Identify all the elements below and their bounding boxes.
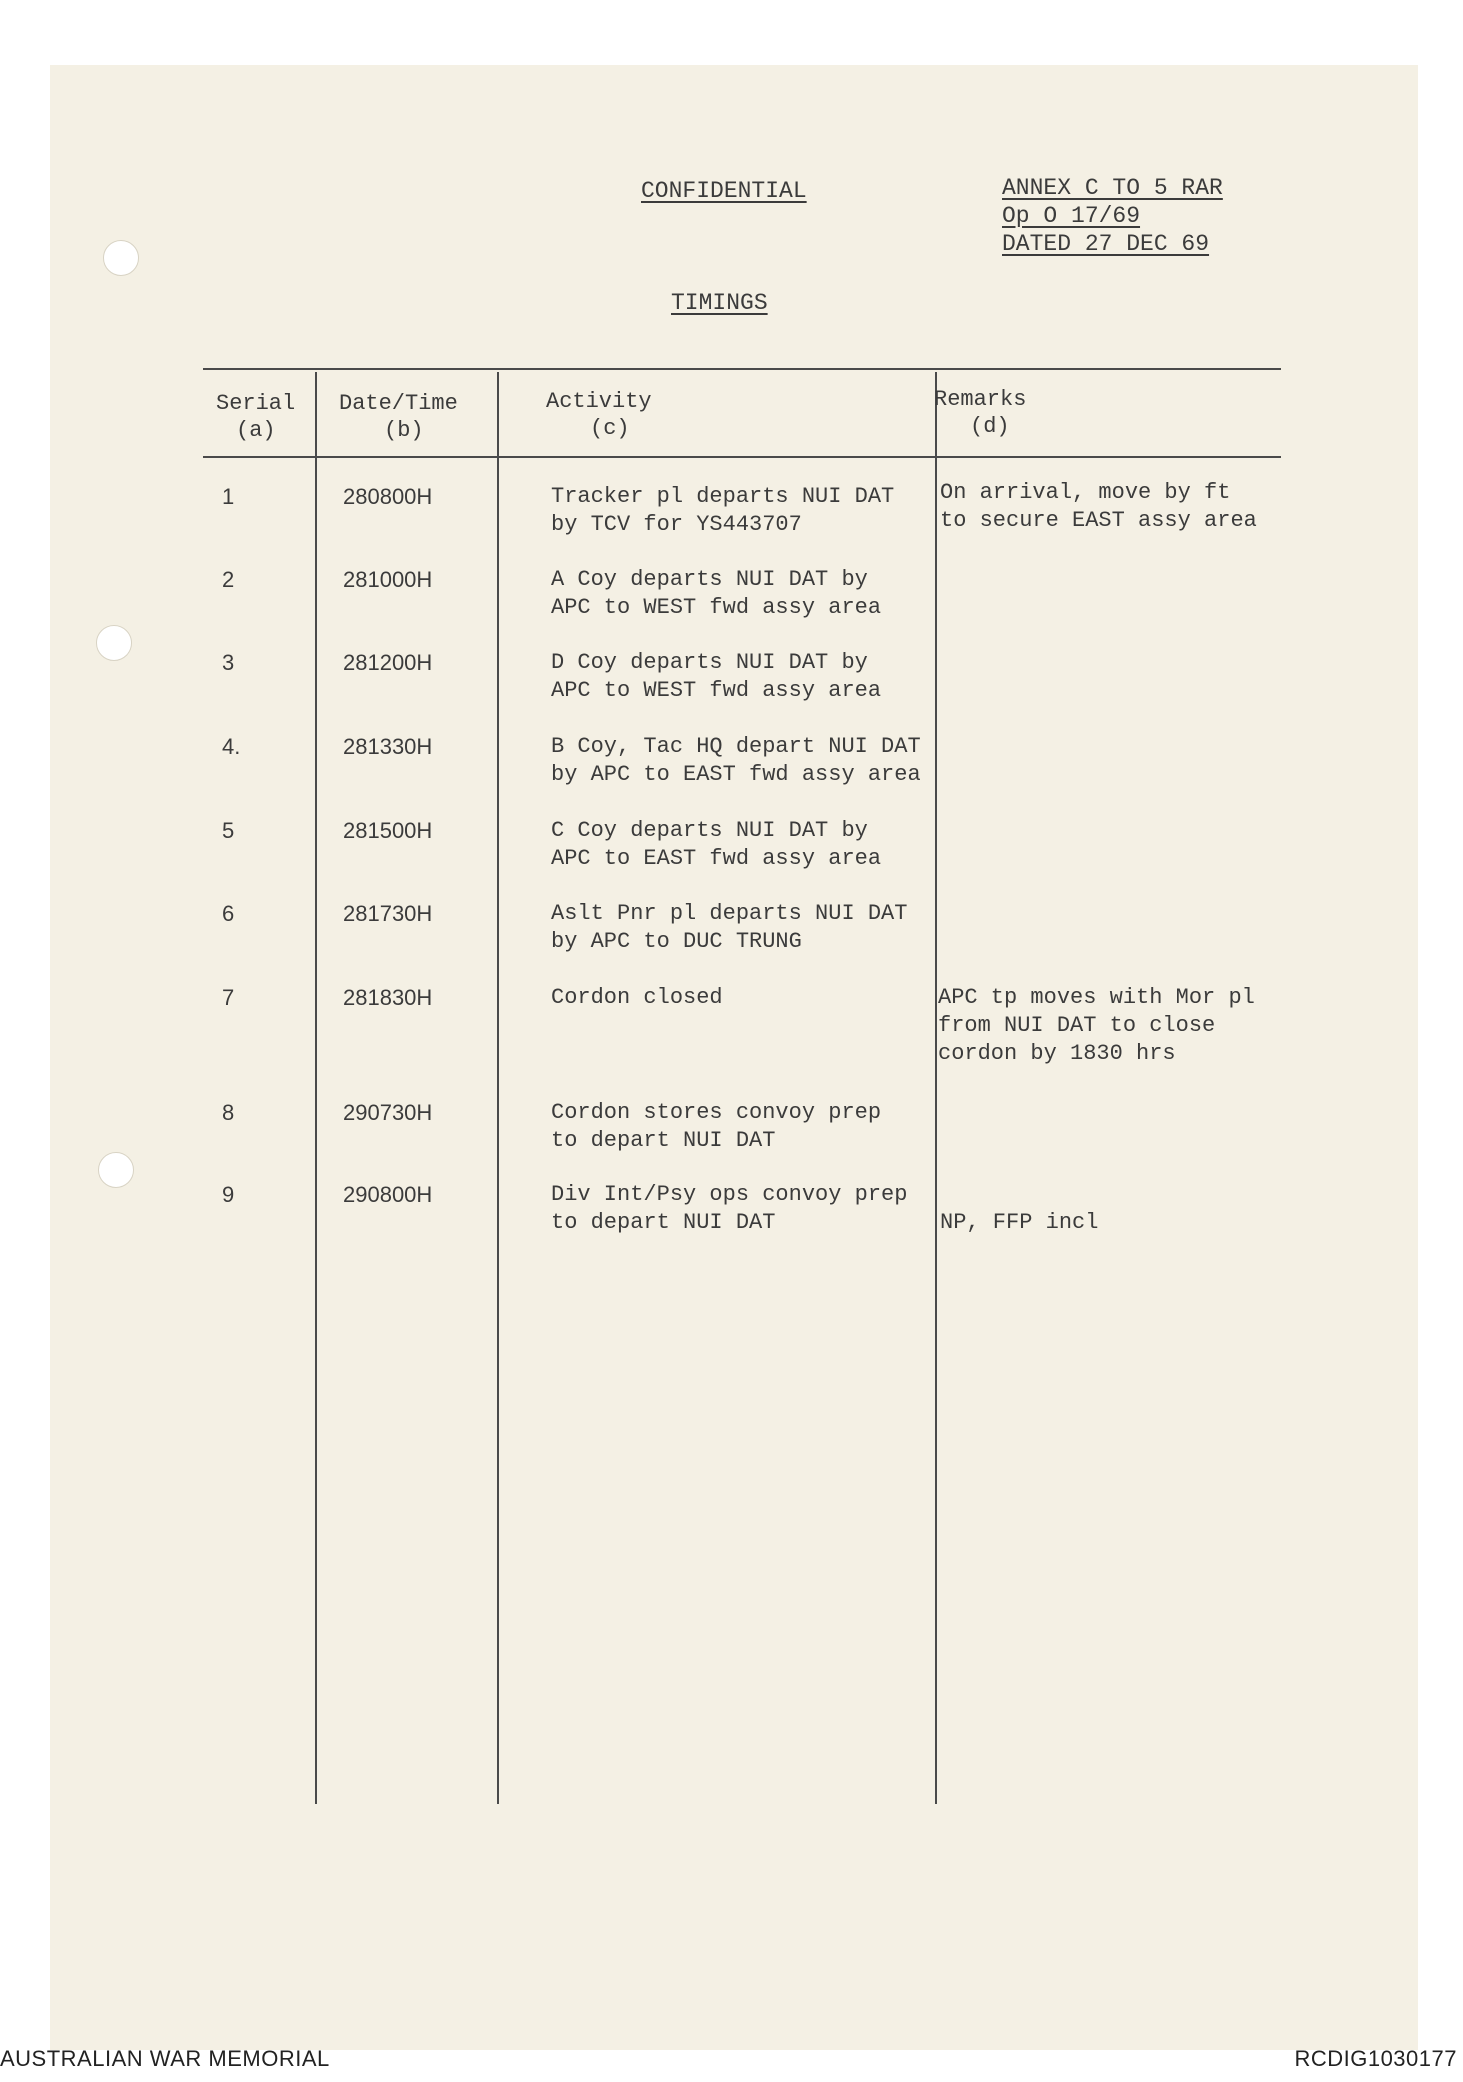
document-title: TIMINGS — [671, 290, 768, 316]
column-divider — [315, 372, 317, 1804]
datetime-cell: 281730H — [343, 901, 433, 926]
datetime-cell: 281200H — [343, 650, 433, 675]
column-header-serial: Serial — [216, 391, 296, 416]
datetime-cell: 281500H — [343, 818, 433, 843]
activity-cell: Cordon stores convoy prep to depart NUI DAT — [551, 1100, 882, 1153]
punch-hole — [103, 240, 139, 276]
footer-record-id: RCDIG1030177 — [1294, 2046, 1457, 2071]
serial-cell: 1 — [222, 484, 235, 509]
activity-cell: Cordon closed — [551, 985, 723, 1010]
remarks-cell: NP, FFP incl — [940, 1210, 1099, 1235]
column-header-datetime-sub: (b) — [384, 418, 424, 443]
column-header-serial-sub: (a) — [236, 418, 276, 443]
classification-label: CONFIDENTIAL — [641, 178, 807, 204]
column-divider — [497, 372, 499, 1804]
column-header-remarks-sub: (d) — [970, 414, 1010, 439]
annex-reference: ANNEX C TO 5 RAR — [1002, 175, 1223, 201]
activity-cell: Tracker pl departs NUI DAT by TCV for YS443707 — [551, 484, 895, 537]
serial-cell: 8 — [222, 1100, 235, 1125]
serial-cell: 5 — [222, 818, 235, 843]
datetime-cell: 281330H — [343, 734, 433, 759]
activity-cell: C Coy departs NUI DAT by APC to EAST fwd assy area — [551, 818, 882, 871]
datetime-cell: 281000H — [343, 567, 433, 592]
datetime-cell: 280800H — [343, 484, 433, 509]
dated-reference: DATED 27 DEC 69 — [1002, 231, 1210, 257]
activity-cell: D Coy departs NUI DAT by APC to WEST fwd assy area — [551, 650, 882, 703]
punch-hole — [96, 625, 132, 661]
serial-cell: 7 — [222, 985, 235, 1010]
column-header-activity-sub: (c) — [590, 416, 630, 441]
serial-cell: 3 — [222, 650, 235, 675]
serial-cell: 4. — [222, 734, 241, 759]
table-top-border — [203, 368, 1281, 370]
remarks-cell: On arrival, move by ft to secure EAST assy area — [940, 480, 1257, 533]
serial-cell: 9 — [222, 1182, 235, 1207]
column-header-remarks: Remarks — [934, 387, 1027, 412]
column-header-datetime: Date/Time — [339, 391, 458, 416]
serial-cell: 2 — [222, 567, 235, 592]
activity-cell: Aslt Pnr pl departs NUI DAT by APC to DUC TRUNG — [551, 901, 908, 954]
table-header-border — [203, 456, 1281, 458]
punch-hole — [98, 1152, 134, 1188]
column-header-activity: Activity — [546, 389, 652, 414]
column-divider — [935, 372, 937, 1804]
activity-cell: B Coy, Tac HQ depart NUI DAT by APC to EAST fwd assy area — [551, 734, 921, 787]
datetime-cell: 290800H — [343, 1182, 433, 1207]
remarks-cell: APC tp moves with Mor pl from NUI DAT to close cordon by 1830 hrs — [938, 985, 1255, 1066]
serial-cell: 6 — [222, 901, 235, 926]
activity-cell: Div Int/Psy ops convoy prep to depart NUI DAT — [551, 1182, 908, 1235]
datetime-cell: 290730H — [343, 1100, 433, 1125]
footer-archive-name: AUSTRALIAN WAR MEMORIAL — [0, 2046, 330, 2071]
datetime-cell: 281830H — [343, 985, 433, 1010]
activity-cell: A Coy departs NUI DAT by APC to WEST fwd assy area — [551, 567, 882, 620]
operation-order-reference: Op O 17/69 — [1002, 203, 1141, 229]
